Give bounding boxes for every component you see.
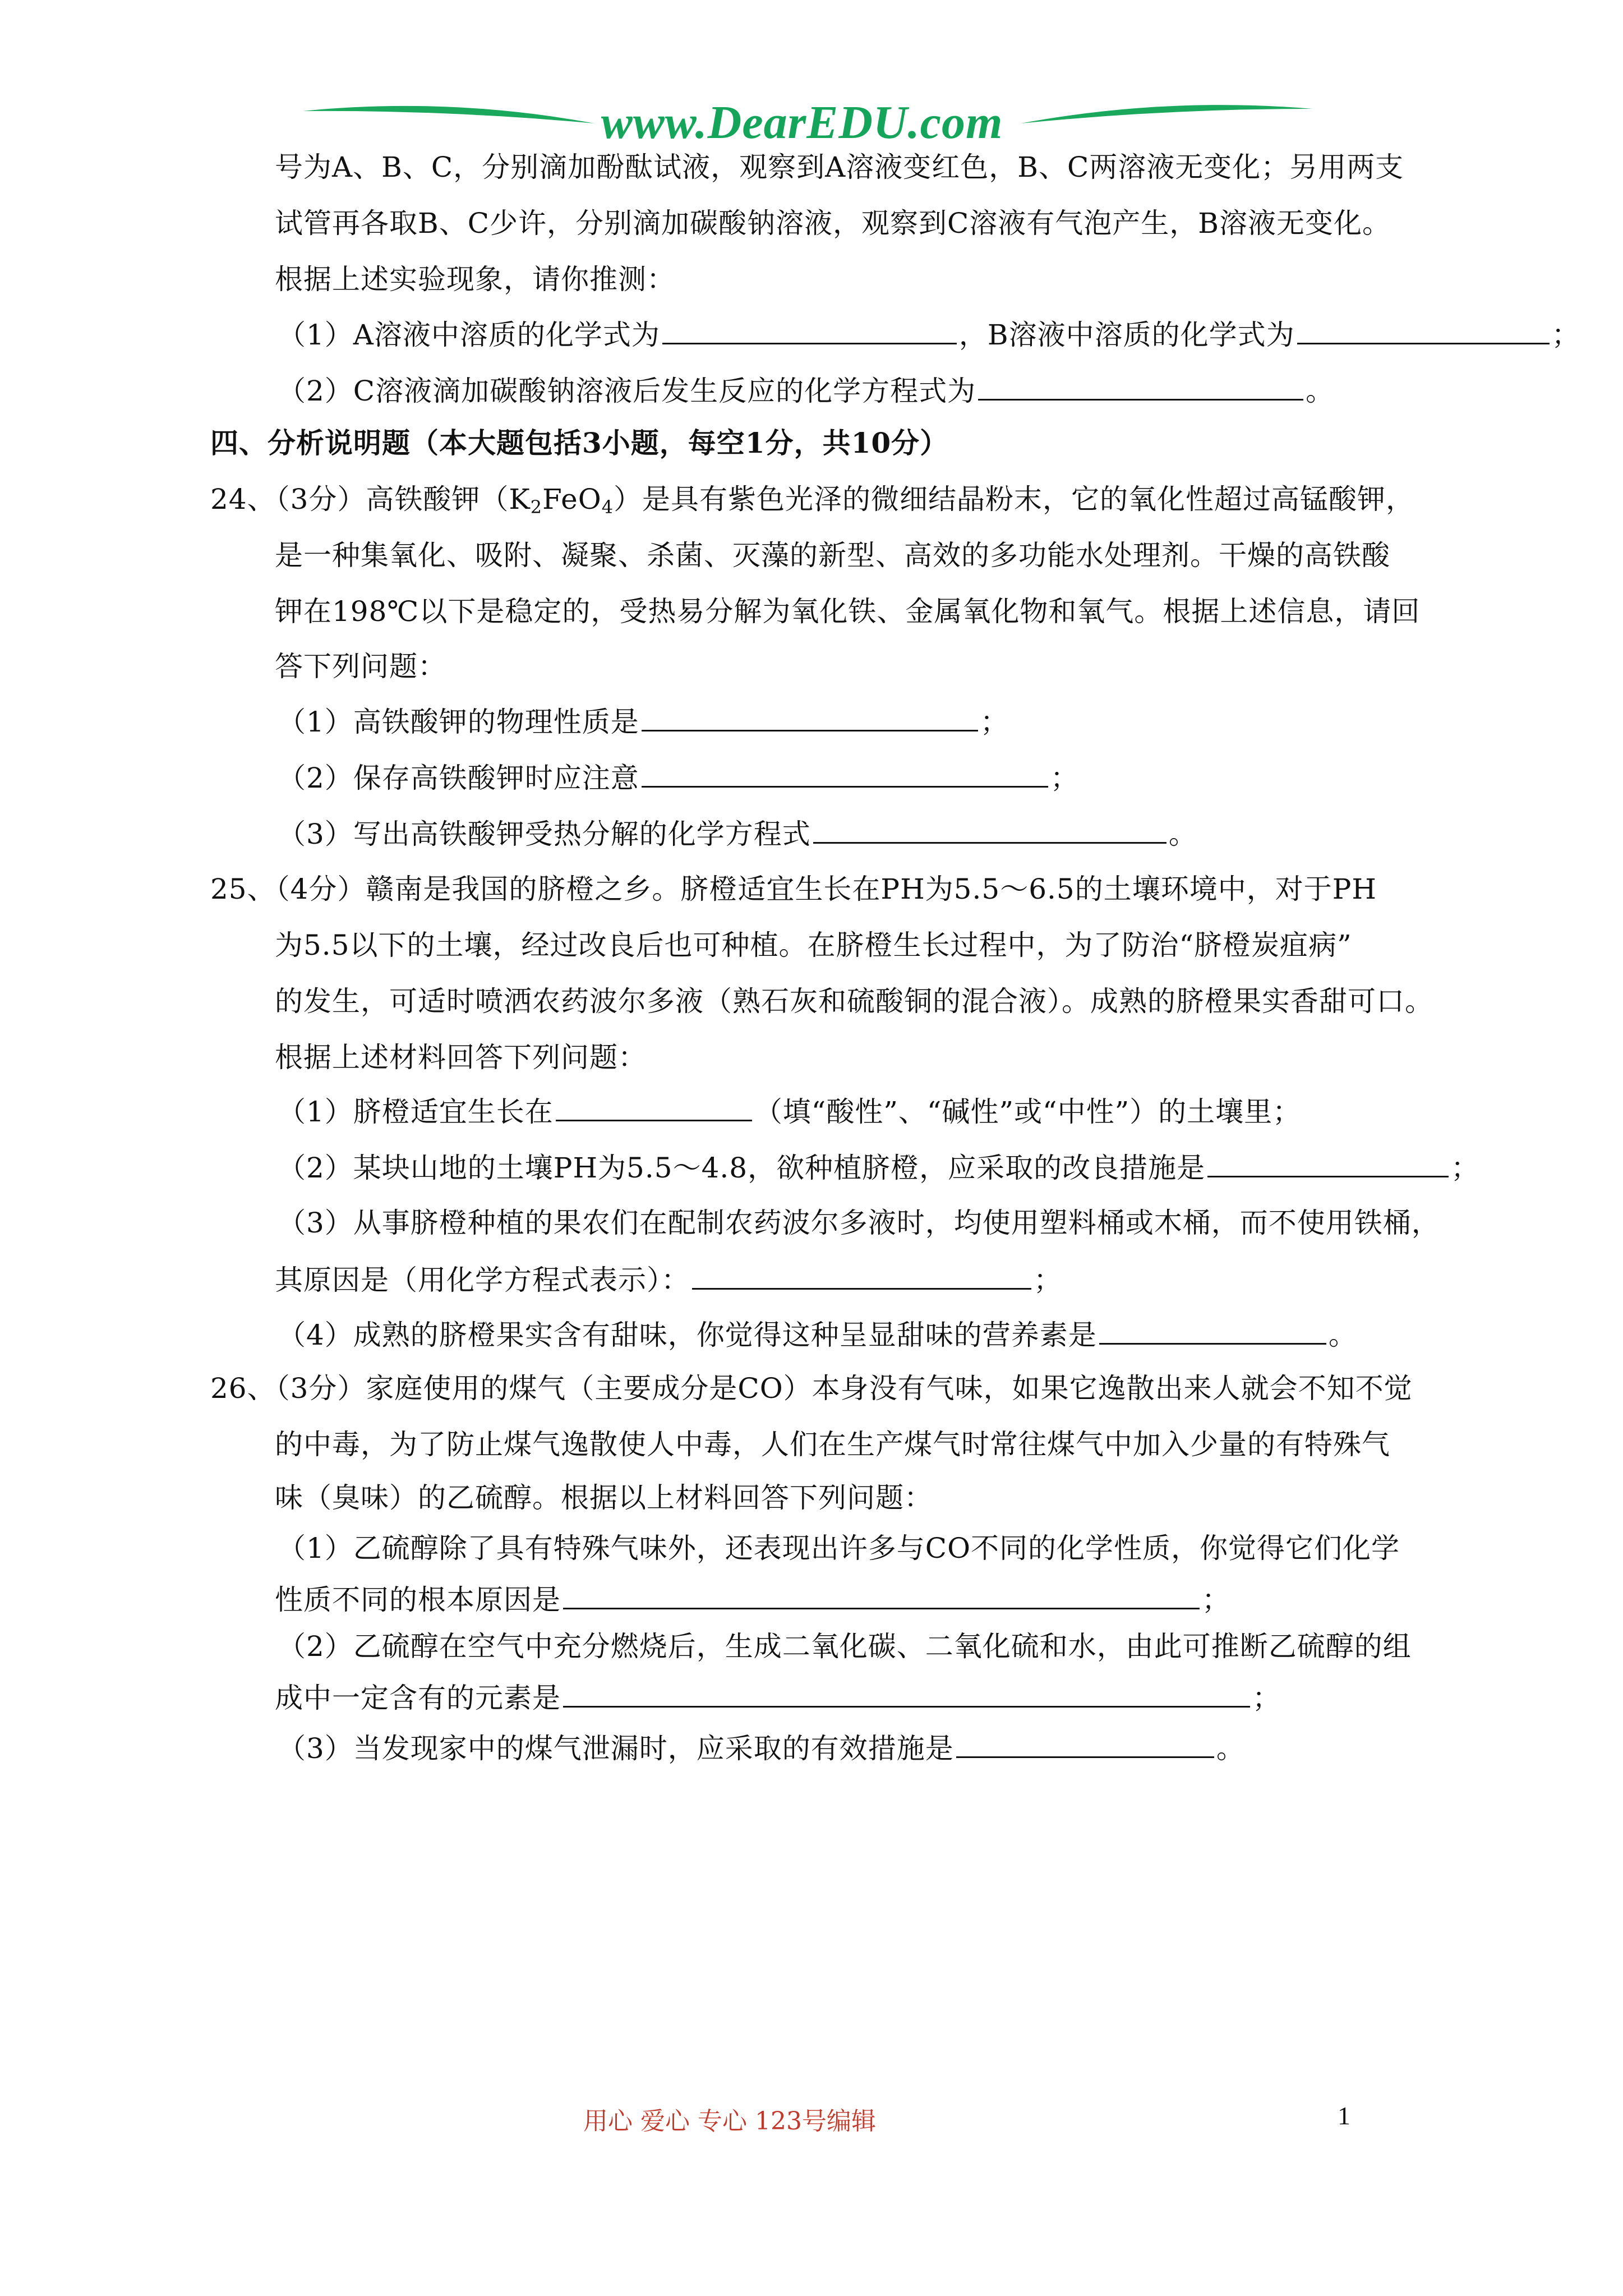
subscript: 2 <box>530 496 543 518</box>
question-25-stem: 25、（4分）赣南是我国的脐橙之乡。脐橙适宜生长在PH为5.5～6.5的土壤环境中，对于PH <box>210 873 1377 905</box>
text-line: 是一种集氧化、吸附、凝聚、杀菌、灭藻的新型、高效的多功能水处理剂。干燥的高铁酸 <box>275 539 1390 572</box>
question-23-1 <box>278 317 1580 352</box>
question-text: ； <box>1202 1584 1230 1616</box>
question-text: FeO <box>542 483 602 516</box>
text-line: 的发生，可适时喷洒农药波尔多液（熟石灰和硫酸铜的混合液）。成熟的脐橙果实香甜可口。 <box>275 985 1433 1018</box>
text-line: 根据上述实验现象，请你推测： <box>275 263 675 296</box>
question-23-2 <box>278 373 1334 408</box>
question-text: ； <box>1551 319 1580 351</box>
site-logo-text: www.DearEDU.com <box>601 96 1003 149</box>
question-24-2 <box>278 760 1079 795</box>
text-line: 味（臭味）的乙硫醇。根据以上材料回答下列问题： <box>275 1481 933 1514</box>
question-text: ）是具有紫色光泽的微细结晶粉末，它的氧化性超过高锰酸钾， <box>614 483 1415 516</box>
answer-blank[interactable] <box>556 1094 752 1121</box>
section-heading: 四、分析说明题（本大题包括3小题，每空1分，共10分） <box>210 426 949 459</box>
question-text: 性质不同的根本原因是 <box>275 1584 561 1616</box>
question-text: 成中一定含有的元素是 <box>275 1682 561 1714</box>
answer-blank[interactable] <box>662 317 957 344</box>
question-text: ； <box>1050 762 1079 794</box>
answer-blank[interactable] <box>978 373 1303 401</box>
text-line: 答下列问题： <box>275 650 446 683</box>
question-text: 其原因是（用化学方程式表示）： <box>275 1264 690 1296</box>
text-line: 钾在198℃以下是稳定的，受热易分解为氧化铁、金属氧化物和氧气。根据上述信息，请回 <box>275 595 1421 628</box>
question-24-1 <box>278 704 1009 739</box>
answer-blank[interactable] <box>563 1680 1250 1708</box>
question-25-1 <box>278 1094 1301 1129</box>
question-text: 。 <box>1216 1732 1245 1765</box>
question-26-stem: 26、（3分）家庭使用的煤气（主要成分是CO）本身没有气味，如果它逸散出来人就会不知不觉 <box>210 1372 1413 1405</box>
question-text: （2）C溶液滴加碳酸钠溶液后发生反应的化学方程式为 <box>278 375 976 407</box>
question-text: （填“酸性”、“碱性”或“中性”）的土壤里； <box>754 1096 1302 1128</box>
text-line: 的中毒，为了防止煤气逸散使人中毒，人们在生产煤气时常往煤气中加入少量的有特殊气 <box>275 1428 1390 1461</box>
question-26-1: （1）乙硫醇除了具有特殊气味外，还表现出许多与CO不同的化学性质，你觉得它们化学 <box>278 1532 1400 1565</box>
question-25-4 <box>278 1317 1357 1352</box>
question-text: ； <box>1252 1682 1281 1714</box>
text-line: 为5.5以下的土壤，经过改良后也可种植。在脐橙生长过程中，为了防治“脐橙炭疽病” <box>275 929 1352 961</box>
question-26-2-cont <box>275 1680 1281 1715</box>
question-text: （3）当发现家中的煤气泄漏时，应采取的有效措施是 <box>278 1732 954 1765</box>
answer-blank[interactable] <box>956 1731 1214 1758</box>
question-text: （1）脐橙适宜生长在 <box>278 1096 554 1128</box>
text-line: 试管再各取B、C少许，分别滴加碳酸钠溶液，观察到C溶液有气泡产生，B溶液无变化。 <box>275 207 1391 240</box>
question-26-1-cont <box>275 1582 1230 1617</box>
question-text: （3）写出高铁酸钾受热分解的化学方程式 <box>278 818 811 850</box>
question-text: （1）A溶液中溶质的化学式为 <box>278 319 660 351</box>
question-text: ； <box>1451 1152 1480 1184</box>
question-text: 。 <box>1168 818 1197 850</box>
question-text: 。 <box>1328 1319 1357 1351</box>
question-26-3 <box>278 1731 1245 1765</box>
question-text: （2）某块山地的土壤PH为5.5～4.8，欲种植脐橙，应采取的改良措施是 <box>278 1152 1206 1184</box>
answer-blank[interactable] <box>1297 317 1550 344</box>
question-text: ； <box>980 706 1009 738</box>
subscript: 4 <box>601 496 614 518</box>
question-text: （2）保存高铁酸钾时应注意 <box>278 762 639 794</box>
question-25-3-cont <box>275 1262 1062 1297</box>
question-24-stem <box>210 482 1414 524</box>
answer-blank[interactable] <box>563 1582 1200 1609</box>
question-26-2: （2）乙硫醇在空气中充分燃烧后，生成二氧化碳、二氧化硫和水，由此可推断乙硫醇的组 <box>278 1630 1412 1663</box>
question-25-3: （3）从事脐橙种植的果农们在配制农药波尔多液时，均使用塑料桶或木桶，而不使用铁桶， <box>278 1207 1440 1239</box>
question-text: 24、（3分）高铁酸钾（K <box>210 483 531 516</box>
answer-blank[interactable] <box>1099 1317 1326 1345</box>
question-25-2 <box>278 1150 1479 1185</box>
answer-blank[interactable] <box>642 704 978 731</box>
answer-blank[interactable] <box>813 816 1166 844</box>
question-text: ，B溶液中溶质的化学式为 <box>958 319 1295 351</box>
text-line: 根据上述材料回答下列问题： <box>275 1041 647 1074</box>
question-text: 。 <box>1306 375 1335 407</box>
question-text: （4）成熟的脐橙果实含有甜味，你觉得这种呈显甜味的营养素是 <box>278 1319 1097 1351</box>
answer-blank[interactable] <box>1207 1150 1449 1177</box>
footer-text: 用心 爱心 专心 123号编辑 <box>583 2107 876 2136</box>
page-number: 1 <box>1338 2101 1350 2130</box>
text-line: 号为A、B、C，分别滴加酚酞试液，观察到A溶液变红色，B、C两溶液无变化；另用两支 <box>275 151 1404 183</box>
question-text: （1）高铁酸钾的物理性质是 <box>278 706 639 738</box>
answer-blank[interactable] <box>642 760 1048 788</box>
answer-blank[interactable] <box>692 1262 1031 1290</box>
question-text: ； <box>1034 1264 1062 1296</box>
question-24-3 <box>278 816 1197 851</box>
